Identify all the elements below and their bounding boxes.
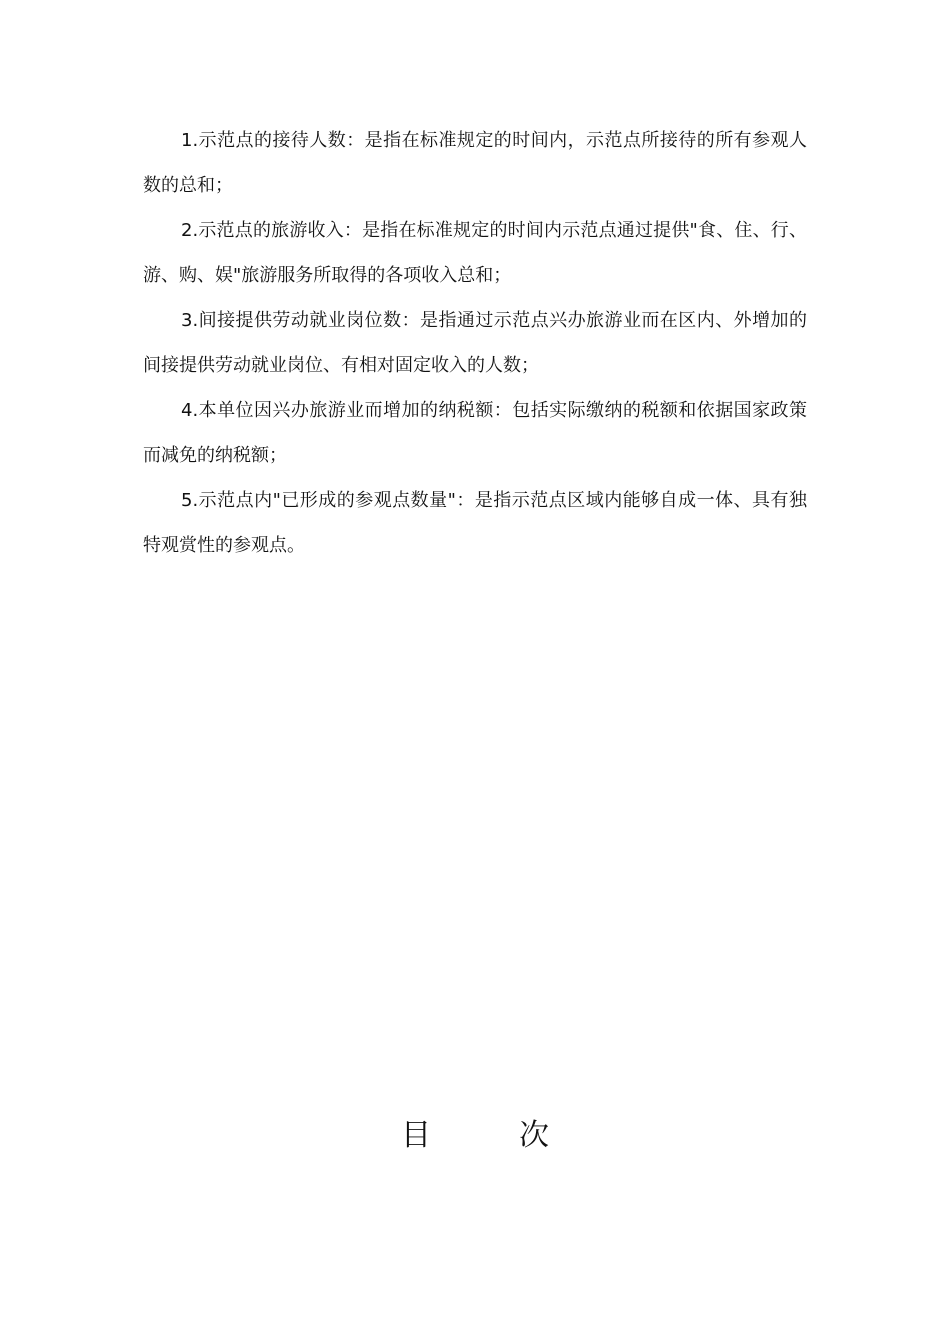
definition-notes: [143, 118, 807, 568]
note-5: 5.示范点内"已形成的参观点数量"：是指示范点区域内能够自成一体、具有独特观赏性的参观点。: [143, 490, 807, 556]
toc-heading-char-1: 目: [401, 1118, 431, 1153]
note-3: 3.间接提供劳动就业岗位数：是指通过示范点兴办旅游业而在区内、外增加的间接提供劳动就业岗位、有相对固定收入的人数；: [143, 310, 807, 376]
note-4: 4.本单位因兴办旅游业而增加的纳税额：包括实际缴纳的税额和依据国家政策而减免的纳税额；: [143, 400, 807, 466]
note-2: 2.示范点的旅游收入：是指在标准规定的时间内示范点通过提供"食、住、行、游、购、娱"旅游服务所取得的各项收入总和；: [143, 220, 807, 286]
toc-heading: [0, 1112, 950, 1160]
note-1: 1.示范点的接待人数：是指在标准规定的时间内，示范点所接待的所有参观人数的总和；: [143, 130, 807, 196]
toc-heading-char-2: 次: [519, 1118, 549, 1153]
